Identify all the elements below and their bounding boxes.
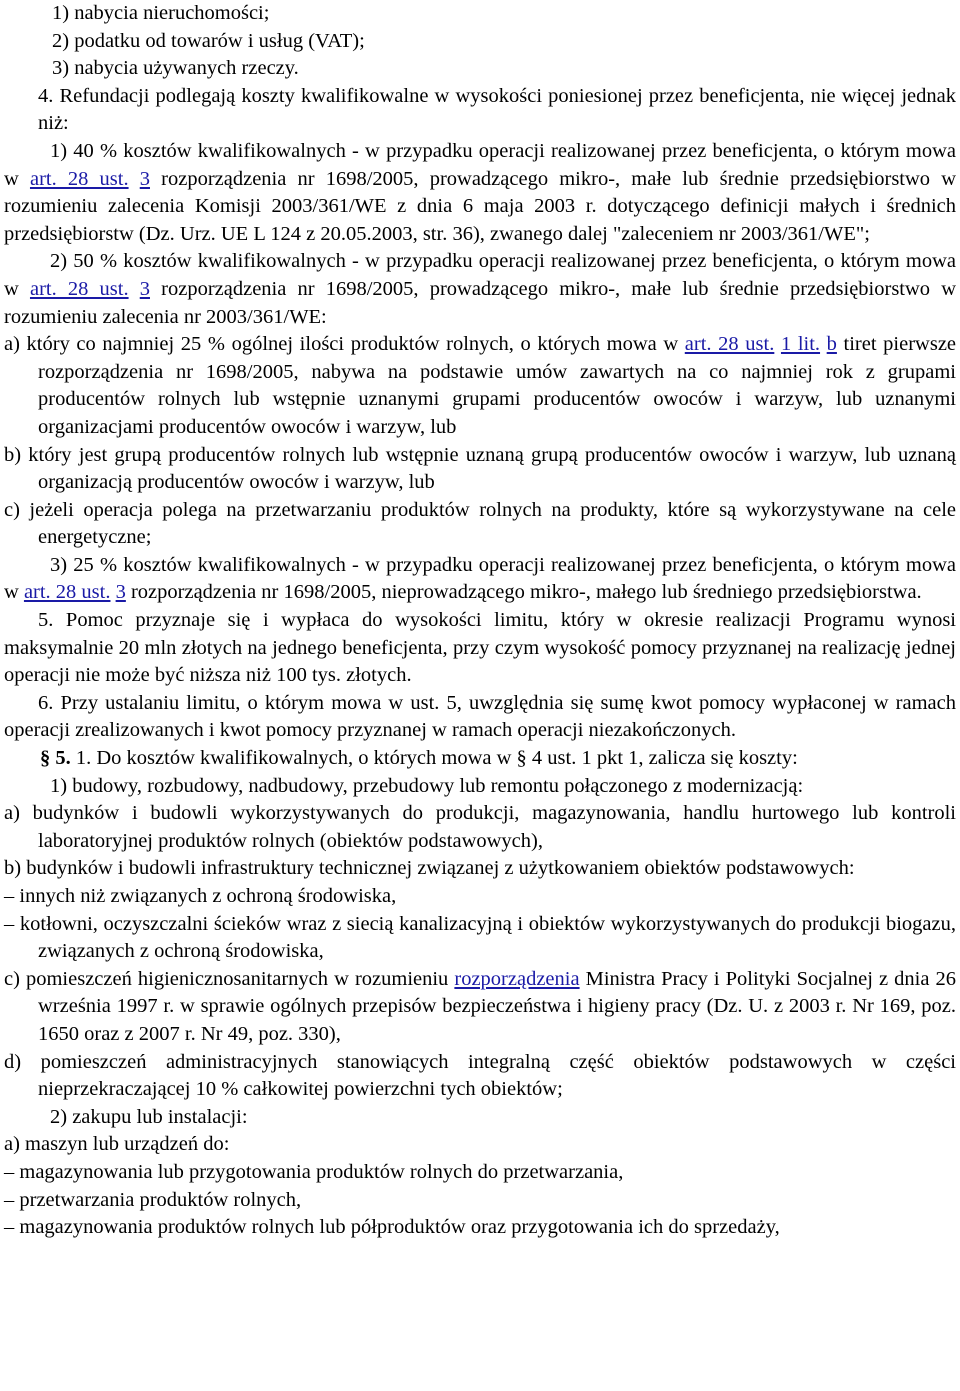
link-3[interactable]: 3 — [139, 167, 150, 190]
section-5-item-c-text-a: c) pomieszczeń higienicznosanitarnych w rozumieniu — [4, 967, 455, 990]
link-3[interactable]: 3 — [115, 581, 126, 604]
item-4-2-text-b: rozporządzenia nr 1698/2005, prowadzącego mikro-, małe lub średnie przedsiębiorstwo w rozumieniu zalecenia nr 2003/361/WE: — [4, 277, 957, 328]
item-a — [4, 331, 956, 441]
dash-item-3: – magazynowania lub przygotowania produktów rolnych do przetwarzania, — [4, 1160, 624, 1183]
link-1-lit[interactable]: 1 lit. — [780, 333, 821, 356]
section-5-item-2a: a) maszyn lub urządzeń do: — [4, 1133, 230, 1156]
link-art-28-ust[interactable]: art. 28 ust. — [23, 581, 111, 604]
item-c: c) jeżeli operacja polega na przetwarzaniu produktów rolnych na produkty, które są wykorzystywane na cele energetyczne; — [4, 498, 956, 549]
dash-item-5: – magazynowania produktów rolnych lub półproduktów oraz przygotowania ich do sprzedaży, — [4, 1216, 780, 1239]
section-5-item-d: d) pomieszczeń administracyjnych stanowiących integralną część obiektów podstawowych w części nieprzekraczającej 10 % całkowitej powierzchni tych obiektów; — [4, 1050, 956, 1101]
dash-item-1: – innych niż związanych z ochroną środowiska, — [4, 885, 397, 907]
item-4-3 — [4, 552, 956, 607]
item-a-text-b: tiret pierwsze rozporządzenia nr 1698/2005, nabywa na podstawie umów zawartych na co najmniej rok z grupami producentów rolnych lub wstępnie uznanymi grupami producentów owoców i warzyw, lub uznanymi organizacjami producentów owoców i warzyw, lub — [38, 333, 957, 438]
section-5-item-c — [4, 966, 956, 1049]
list-item-2: 2) podatku od towarów i usług (VAT); — [52, 29, 365, 52]
dash-item-2: – kotłowni, oczyszczalni ścieków wraz z siecią kanalizacyjną i obiektów wykorzystywanych do produkcji biogazu, związanych z ochroną środowiska, — [4, 912, 956, 963]
item-4-1-text-b: rozporządzenia nr 1698/2005, prowadzącego mikro-, małe lub średnie przedsiębiorstwo w rozumieniu zalecenia Komisji 2003/361/WE z dnia 6 maja 2003 r. dotyczącego definicji małych i średnich przedsiębiorstw (Dz. Urz. UE L 124 z 20.05.2003, str. 36), zwanego dalej "zaleceniem nr 2003/361/WE"; — [4, 167, 957, 245]
item-b: b) który jest grupą producentów rolnych lub wstępnie uznaną grupą producentów owoców i warzyw, lub uznaną organizacją producentów owoców i warzyw, lub — [4, 443, 956, 494]
link-art-28-ust[interactable]: art. 28 ust. — [29, 277, 129, 300]
section-5-item-b: b) budynków i budowli infrastruktury technicznej związanej z użytkowaniem obiektów podstawowych: — [4, 857, 855, 880]
link-b[interactable]: b — [826, 333, 837, 356]
link-rozporzadzenia[interactable]: rozporządzenia — [454, 967, 580, 990]
section-5-text: 1. Do kosztów kwalifikowalnych, o których mowa w § 4 ust. 1 pkt 1, zalicza się koszty: — [70, 747, 798, 770]
link-3[interactable]: 3 — [139, 277, 150, 300]
link-art-28-ust[interactable]: art. 28 ust. — [684, 333, 775, 356]
item-a-text-a: a) który co najmniej 25 % ogólnej ilości produktów rolnych, o których mowa w — [4, 333, 685, 356]
section-5-item-2: 2) zakupu lub instalacji: — [50, 1105, 248, 1128]
space — [129, 168, 140, 190]
paragraph-4 — [4, 83, 956, 138]
item-4-1-text-a: 1) 40 % kosztów kwalifikowalnych - w przypadku operacji realizowanej przez beneficjenta, o którym mowa w — [4, 139, 956, 190]
section-5-item-a: a) budynków i budowli wykorzystywanych do produkcji, magazynowania, handlu hurtowego lub kontroli laboratoryjnej produktów rolnych (obiektów podstawowych), — [4, 802, 956, 852]
list-item-1: 1) nabycia nieruchomości; — [52, 2, 270, 24]
section-5-item-1: 1) budowy, rozbudowy, nadbudowy, przebudowy lub remontu połączonego z modernizacją: — [50, 774, 804, 797]
item-4-3-text-b: rozporządzenia nr 1698/2005, nieprowadzącego mikro-, małego lub średniego przedsiębiorstwa. — [125, 581, 922, 604]
dash-item-4: – przetwarzania produktów rolnych, — [4, 1188, 302, 1211]
section-5-number: § 5. — [40, 747, 71, 770]
paragraph-5: 5. Pomoc przyznaje się i wypłaca do wysokości limitu, który w okresie realizacji Programu wynosi maksymalnie 20 mln złotych na jednego beneficjenta, przy czym wysokość pomocy przyznanej na realizację jednej operacji nie może być niższa niż 100 tys. złotych. — [4, 609, 956, 687]
link-art-28-ust[interactable]: art. 28 ust. — [29, 167, 129, 190]
item-4-1 — [4, 138, 956, 248]
section-5-heading — [4, 745, 956, 773]
item-4-2-text-a: 2) 50 % kosztów kwalifikowalnych - w przypadku operacji realizowanej przez beneficjenta, o którym mowa w — [4, 250, 956, 300]
item-4-2 — [4, 248, 956, 331]
section-5-item-c-text-b: Ministra Pracy i Polityki Socjalnej z dnia 26 września 1997 r. w sprawie ogólnych przepisów bezpieczeństwa i higieny pracy (Dz. U. z 2003 r. Nr 169, poz. 1650 oraz z 2007 r. Nr 49, poz. 330), — [38, 967, 956, 1045]
paragraph-4-text: 4. Refundacji podlegają koszty kwalifikowalne w wysokości poniesionej przez beneficjenta, nie więcej jednak niż: — [38, 84, 956, 135]
item-4-3-text-a: 3) 25 % kosztów kwalifikowalnych - w przypadku operacji realizowanej przez beneficjenta, o którym mowa w — [4, 553, 956, 604]
list-item-3: 3) nabycia używanych rzeczy. — [52, 57, 299, 80]
paragraph-6: 6. Przy ustalaniu limitu, o którym mowa w ust. 5, uwzględnia się sumę kwot pomocy wypłaconej w ramach operacji zrealizowanych i kwot pomocy przyznanej w ramach operacji niezakończonych. — [4, 691, 956, 742]
